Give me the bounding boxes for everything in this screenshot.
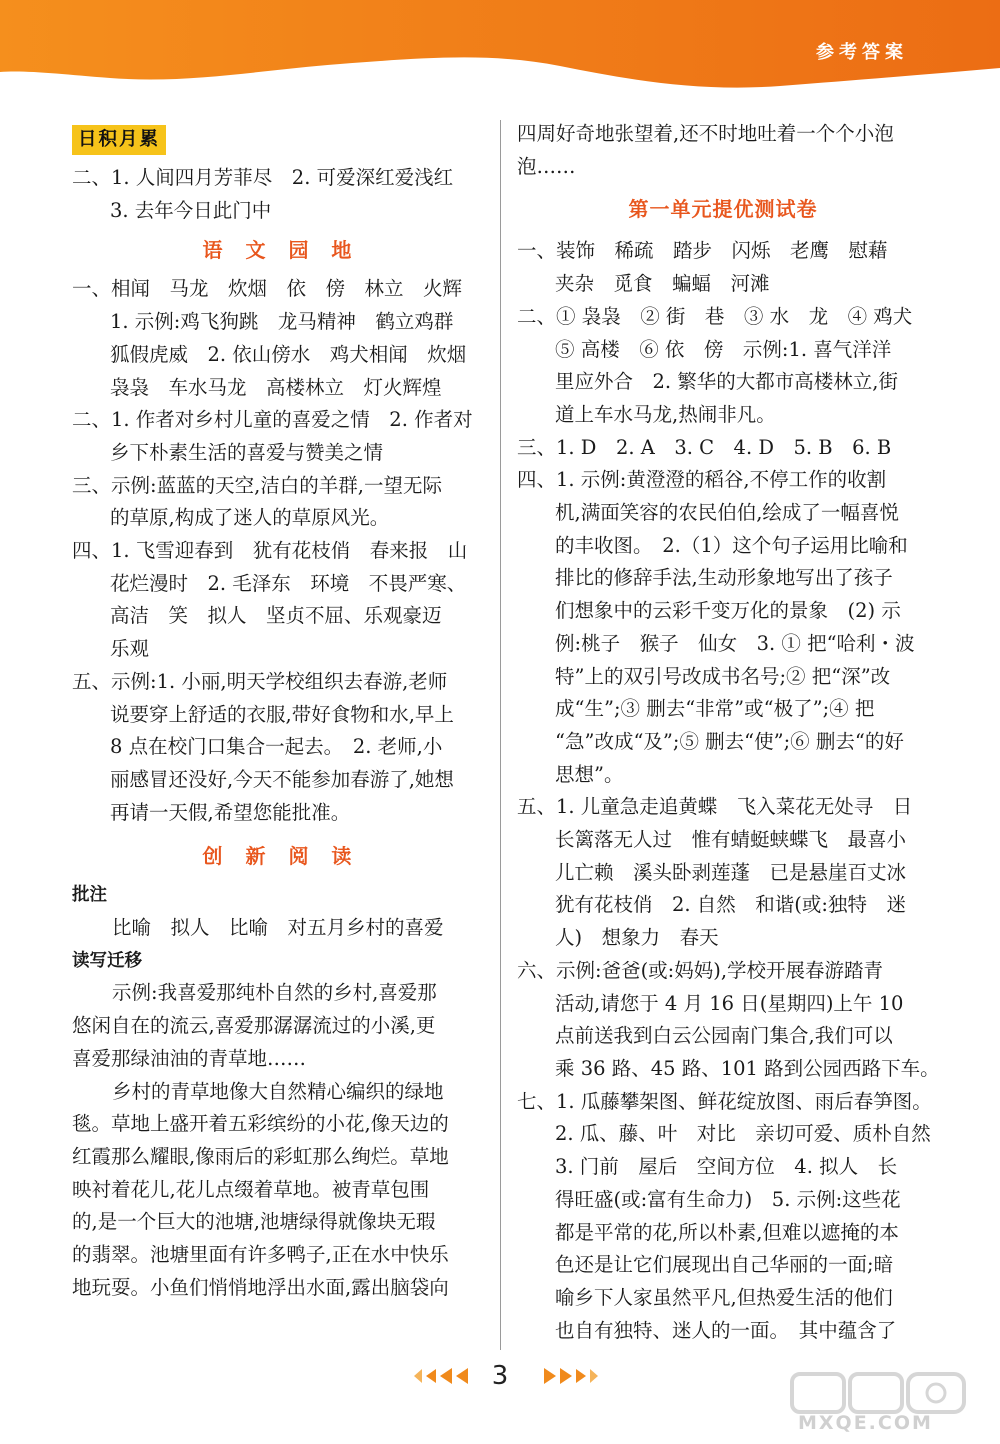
yuwen-line: 8 点在校门口集合一起去。 2. 老师,小	[110, 735, 443, 759]
ceshi-line: 活动,请您于 4 月 16 日(星期四)上午 10	[555, 991, 904, 1015]
ceshi-line: 得旺盛(或:富有生命力) 5. 示例:这些花	[555, 1187, 901, 1211]
ceshi-line: 排比的修辞手法,生动形象地写出了孩子	[555, 566, 893, 590]
ceshi-line: 都是平常的花,所以朴素,但难以遮掩的本	[555, 1220, 899, 1244]
ceshi-line: 思想”。	[555, 762, 624, 786]
ceshi-line: 3. 门前 屋后 空间方位 4. 拟人 长	[555, 1155, 898, 1179]
yuwen-line: 说要穿上舒适的衣服,带好食物和水,早上	[110, 702, 454, 726]
header-title: 参考答案	[816, 42, 908, 63]
ceshi-line: 也自有独特、迷人的一面。 其中蕴含了	[555, 1318, 897, 1342]
duxie-line: 地玩耍。小鱼们悄悄地浮出水面,露出脑袋向	[72, 1275, 449, 1299]
section-title-chuangxin: 创 新 阅 读	[202, 844, 360, 869]
column-divider	[500, 120, 501, 1350]
duxie-label: 读写迁移	[72, 950, 142, 971]
yuwen-line: 1. 示例:鸡飞狗跳 龙马精神 鹤立鸡群	[110, 310, 454, 334]
ceshi-line: 点前送我到白云公园南门集合,我们可以	[555, 1024, 893, 1048]
yuwen-line: 五、示例:1. 小丽,明天学校组织去春游,老师	[72, 669, 448, 693]
ceshi-line: 例:桃子 猴子 仙女 3. ① 把“哈利・波	[555, 631, 915, 655]
duxie-line: 的,是一个巨大的池塘,池塘绿得就像块无瑕	[72, 1210, 436, 1234]
yuwen-line: 乡下朴素生活的喜爱与赞美之情	[110, 440, 384, 464]
duxie-line: 映衬着花儿,花儿点缀着草地。被青草包围	[72, 1177, 430, 1201]
ceshi-line: 们想象中的云彩千变万化的景象 (2) 示	[555, 599, 901, 623]
ceshi-line: 长篱落无人过 惟有蜻蜓蛱蝶飞 最喜小	[555, 828, 907, 852]
ceshi-line: 人) 想象力 春天	[555, 926, 719, 950]
rijilei-line: 二、1. 人间四月芳菲尽 2. 可爱深红爱浅红	[72, 166, 454, 189]
continued-line: 泡……	[517, 154, 576, 178]
ceshi-line: 色还是让它们展现出自己华丽的一面;暗	[555, 1253, 894, 1277]
rijilei-badge: 日积月累	[72, 125, 166, 155]
yuwen-line: 的草原,构成了迷人的草原风光。	[110, 506, 390, 530]
rijilei-heading	[72, 118, 490, 162]
yuwen-line: 三、示例:蓝蓝的天空,洁白的羊群,一望无际	[72, 473, 442, 497]
arrow-left-icon	[412, 1366, 474, 1386]
duxie-line: 乡村的青草地像大自然精心编织的绿地	[112, 1079, 444, 1103]
duxie-line: 示例:我喜爱那纯朴自然的乡村,喜爱那	[112, 981, 437, 1005]
ceshi-line: 五、1. 儿童急走追黄蝶 飞入菜花无处寻 日	[517, 795, 913, 819]
ceshi-line: 道上车水马龙,热闹非凡。	[555, 402, 776, 426]
yuwen-line: 再请一天假,希望您能批准。	[110, 800, 351, 824]
ceshi-line: 里应外合 2. 繁华的大都市高楼林立,街	[555, 370, 899, 394]
section-title-ceshi: 第一单元提优测试卷	[628, 197, 818, 222]
ceshi-line: 夹杂 觅食 蝙蝠 河滩	[555, 272, 770, 296]
section-title-yuwen: 语 文 园 地	[202, 238, 360, 263]
yuwen-line: 乐观	[110, 637, 150, 661]
continued-line: 四周好奇地张望着,还不时地吐着一个个小泡	[517, 122, 894, 145]
ceshi-line: 二、① 袅袅 ② 街 巷 ③ 水 龙 ④ 鸡犬	[517, 304, 913, 328]
yuwen-line: 丽感冒还没好,今天不能参加春游了,她想	[110, 767, 454, 791]
ceshi-line: 喻乡下人家虽然平凡,但热爱生活的他们	[555, 1285, 893, 1309]
yuwen-line: 花烂漫时 2. 毛泽东 环境 不畏严寒、	[110, 571, 467, 595]
ceshi-line: 六、示例:爸爸(或:妈妈),学校开展春游踏青	[517, 958, 884, 982]
rijilei-line: 3. 去年今日此门中	[110, 198, 272, 222]
ceshi-line: 特”上的双引号改成书名号;② 把“深”改	[555, 664, 891, 688]
duxie-line: 毯。草地上盛开着五彩缤纷的小花,像天边的	[72, 1112, 449, 1136]
pizhu-text: 比喻 拟人 比喻 对五月乡村的喜爱	[112, 916, 444, 940]
yuwen-line: 四、1. 飞雪迎春到 犹有花枝俏 春来报 山	[72, 539, 468, 563]
ceshi-line: 成“生”;③ 删去“非常”或“极了”;④ 把	[555, 697, 875, 721]
yuwen-line: 一、相闻 马龙 炊烟 依 傍 林立 火辉	[72, 277, 463, 301]
yuwen-line: 狐假虎威 2. 依山傍水 鸡犬相闻 炊烟	[110, 342, 467, 366]
duxie-line: 喜爱那绿油油的青草地……	[72, 1046, 307, 1070]
duxie-line: 悠闲自在的流云,喜爱那潺潺流过的小溪,更	[72, 1014, 436, 1038]
yuwen-line: 袅袅 车水马龙 高楼林立 灯火辉煌	[110, 375, 442, 399]
ceshi-line: 三、1. D 2. A 3. C 4. D 5. B 6. B	[517, 435, 892, 459]
right-column	[517, 118, 940, 1347]
ceshi-line: ⑤ 高楼 ⑥ 依 傍 示例:1. 喜气洋洋	[555, 337, 892, 361]
watermark-text: MXQE.COM	[798, 1412, 933, 1434]
ceshi-line: 儿亡赖 溪头卧剥莲蓬 已是悬崖百丈冰	[555, 860, 907, 884]
ceshi-line: 四、1. 示例:黄澄澄的稻谷,不停工作的收割	[517, 468, 887, 492]
left-column	[72, 118, 490, 1305]
yuwen-line: 高洁 笑 拟人 坚贞不屈、乐观豪迈	[110, 604, 442, 628]
ceshi-line: “急”改成“及”;⑤ 删去“使”;⑥ 删去“的好	[555, 729, 904, 753]
ceshi-line: 犹有花枝俏 2. 自然 和谐(或:独特 迷	[555, 893, 906, 917]
pizhu-label: 批注	[72, 885, 107, 906]
yuwen-line: 二、1. 作者对乡村儿童的喜爱之情 2. 作者对	[72, 408, 473, 432]
page-number: 3	[491, 1361, 509, 1391]
ceshi-line: 七、1. 瓜藤攀架图、鲜花绽放图、雨后春笋图。	[517, 1089, 932, 1113]
duxie-line: 的翡翠。池塘里面有许多鸭子,正在水中快乐	[72, 1243, 449, 1267]
ceshi-line: 机,满面笑容的农民伯伯,绘成了一幅喜悦	[555, 501, 899, 525]
ceshi-line: 2. 瓜、藤、叶 对比 亲切可爱、质朴自然	[555, 1122, 931, 1146]
arrow-right-icon	[538, 1366, 600, 1386]
ceshi-line: 的丰收图。 2.（1）这个句子运用比喻和	[555, 533, 908, 557]
ceshi-line: 一、装饰 稀疏 踏步 闪烁 老鹰 慰藉	[517, 239, 888, 263]
duxie-line: 红霞那么耀眼,像雨后的彩虹那么绚烂。草地	[72, 1144, 449, 1168]
ceshi-line: 乘 36 路、45 路、101 路到公园西路下车。	[555, 1056, 940, 1080]
